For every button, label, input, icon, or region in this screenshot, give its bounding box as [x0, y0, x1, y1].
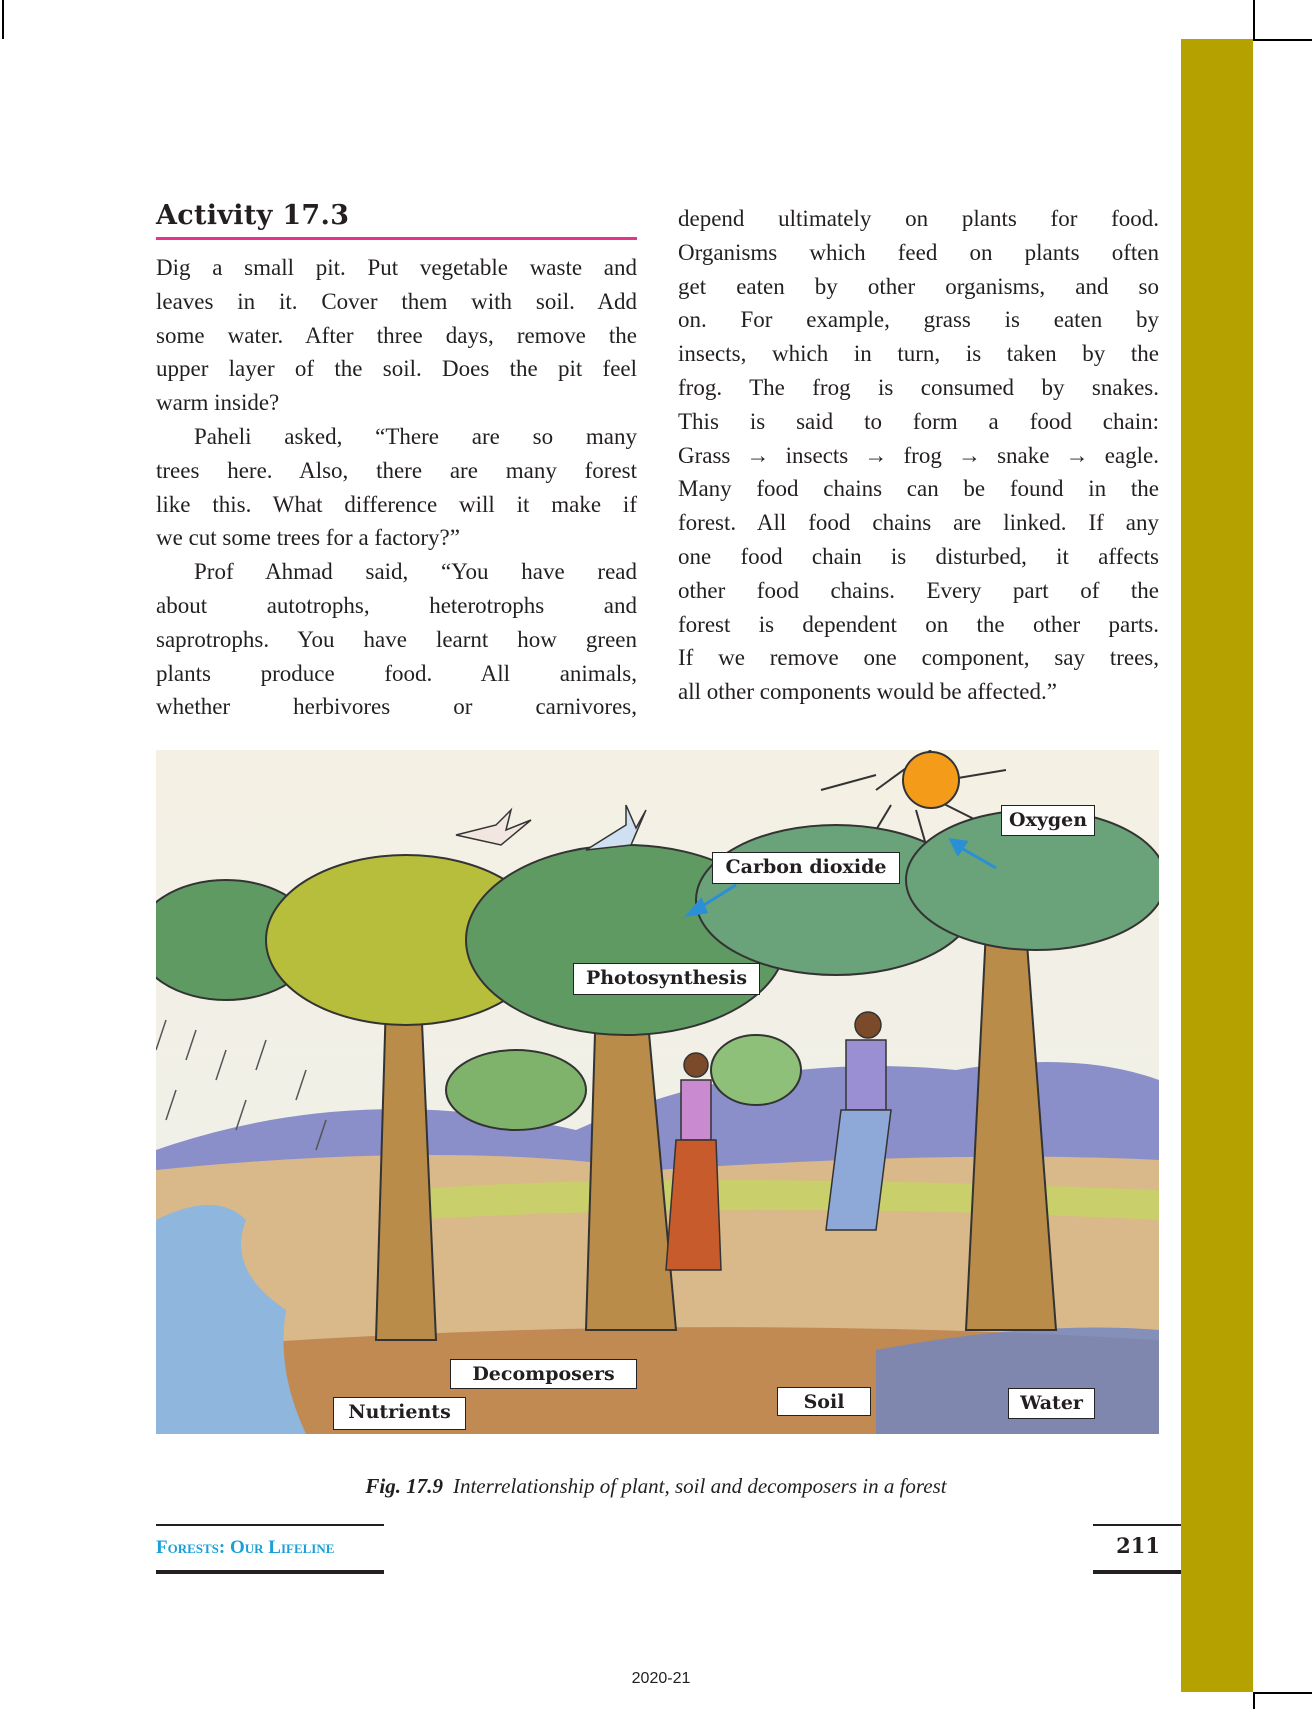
chapter-title: Forests: Our Lifeline [156, 1537, 335, 1558]
text-line: upper layer of the soil. Does the pit feel [156, 356, 637, 382]
text-line: insects, which in turn, is taken by the [678, 341, 1159, 367]
left-column-text [156, 251, 637, 724]
crop-mark [2, 0, 4, 39]
text-line: Many food chains can be found in the [678, 476, 1159, 502]
crop-mark [1253, 1692, 1255, 1709]
text-line: like this. What difference will it make if [156, 491, 637, 517]
text-line: some water. After three days, remove the [156, 322, 637, 348]
text-line: Dig a small pit. Put vegetable waste and [156, 255, 637, 280]
page-number: 211 [1116, 1533, 1160, 1558]
text-line: trees here. Also, there are many forest [156, 457, 637, 483]
text-line: forest. All food chains are linked. If any [678, 510, 1159, 536]
footer-rule [156, 1524, 384, 1526]
paragraph [156, 555, 637, 724]
label-soil: Soil [777, 1387, 871, 1416]
text-line: on. For example, grass is eaten by [678, 307, 1159, 333]
figure-number: Fig. 17.9 [365, 1474, 443, 1498]
footer-rule [1093, 1524, 1181, 1526]
text-line: warm inside? [156, 390, 280, 416]
forest-scene [156, 750, 1159, 1434]
crop-mark [1253, 0, 1255, 39]
figure-caption-text: Interrelationship of plant, soil and decomposers in a forest [452, 1474, 947, 1498]
text-line: Grass → insects → frog → snake → eagle. [678, 442, 1159, 468]
label-decomposers: Decomposers [450, 1359, 637, 1389]
text-line: one food chain is disturbed, it affects [678, 543, 1159, 569]
footer-rule [156, 1570, 384, 1574]
text-line: whether herbivores or carnivores, [156, 694, 637, 720]
figure-caption [0, 1474, 1312, 1499]
forest-illustration [156, 750, 1159, 1434]
text-line: other food chains. Every part of the [678, 577, 1159, 603]
label-photosynthesis: Photosynthesis [573, 963, 760, 995]
right-column-text [678, 202, 1159, 709]
text-line: saprotrophs. You have learnt how green [156, 626, 637, 652]
crop-mark [1253, 39, 1312, 41]
text-line: we cut some trees for a factory?” [156, 525, 460, 551]
activity-heading: Activity 17.3 [156, 200, 350, 231]
text-line: depend ultimately on plants for food. [678, 206, 1159, 231]
label-water: Water [1008, 1388, 1095, 1419]
text-line: This is said to form a food chain: [678, 408, 1159, 434]
text-line: Organisms which feed on plants often [678, 239, 1159, 265]
paragraph [678, 202, 1159, 709]
text-line: Paheli asked, “There are so many [194, 423, 637, 449]
text-line: about autotrophs, heterotrophs and [156, 592, 637, 618]
text-line: get eaten by other organisms, and so [678, 273, 1159, 299]
crop-mark [1253, 1692, 1312, 1694]
edition-year: 2020-21 [631, 1670, 691, 1687]
paragraph [156, 420, 637, 555]
label-carbon-dioxide: Carbon dioxide [712, 852, 900, 884]
text-line: frog. The frog is consumed by snakes. [678, 374, 1159, 400]
text-line: Prof Ahmad said, “You have read [194, 559, 637, 585]
heading-rule [156, 237, 637, 240]
footer-rule [1093, 1570, 1181, 1574]
label-nutrients: Nutrients [333, 1397, 466, 1430]
text-line: all other components would be affected.” [678, 679, 1057, 705]
text-line: plants produce food. All animals, [156, 660, 637, 686]
accent-side-bar [1181, 39, 1253, 1692]
paragraph [156, 251, 637, 420]
text-line: leaves in it. Cover them with soil. Add [156, 288, 637, 314]
text-line: forest is dependent on the other parts. [678, 611, 1159, 637]
text-line: If we remove one component, say trees, [678, 645, 1159, 671]
label-oxygen: Oxygen [1001, 805, 1095, 836]
